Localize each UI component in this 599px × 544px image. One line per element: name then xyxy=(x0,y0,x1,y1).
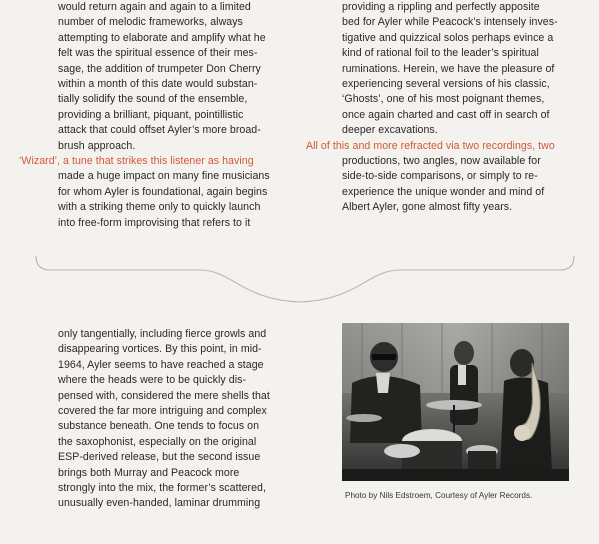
text-line: sage, the addition of trumpeter Don Cherry xyxy=(58,62,261,75)
text-line: side-to-side comparisons, or simply to re- xyxy=(342,170,538,183)
text-line: bed for Ayler while Peacock’s intensely inves- xyxy=(342,16,558,29)
text-line: pensed with, considered the mere shells that xyxy=(58,389,270,402)
text-line: 1964, Ayler seems to have reached a stage xyxy=(58,358,264,371)
text-line: Albert Ayler, gone almost fifty years. xyxy=(342,201,513,214)
text-line: ESP-derived release, but the second issue xyxy=(58,451,261,464)
text-line: number of melodic frameworks, always xyxy=(58,16,243,29)
pull-quote-line: ‘Wizard’, a tune that strikes this listener as having xyxy=(19,155,254,168)
band-photo xyxy=(342,323,569,481)
text-line: into free-form improvising that refers to it xyxy=(58,216,251,229)
text-line: disappearing vortices. By this point, in mid- xyxy=(58,343,262,356)
text-line: would return again and again to a limited xyxy=(58,1,251,13)
text-line: where the heads were to be quickly dis- xyxy=(58,374,247,387)
text-column-bottom-left xyxy=(58,327,270,512)
text-line: substance beneath. One tends to focus on xyxy=(58,420,260,433)
text-line: brush approach. xyxy=(58,139,136,152)
photo-caption: Photo by Nils Edstroem, Courtesy of Ayler Records. xyxy=(345,491,533,500)
text-line: brings both Murray and Peacock more xyxy=(58,466,240,479)
text-line: within a month of this date would substan- xyxy=(58,78,258,91)
text-line: tigative and quizzical solos perhaps evince a xyxy=(342,31,554,44)
text-line: only tangentially, including fierce growls and xyxy=(58,328,267,340)
text-line: attempting to elaborate and amplify what he xyxy=(58,31,266,44)
text-line: attack that could offset Ayler’s more broad- xyxy=(58,124,261,137)
text-line: tially solidify the sound of the ensemble, xyxy=(58,93,248,106)
pull-quote-line: All of this and more refracted via two recordings, two xyxy=(306,139,555,152)
text-line: with a striking theme only to quickly launch xyxy=(58,201,261,214)
band-photo-illustration xyxy=(342,323,569,481)
text-line: productions, two angles, now available for xyxy=(342,155,541,168)
text-line: for whom Ayler is foundational, again begins xyxy=(58,185,268,198)
text-line: covered the far more intriguing and complex xyxy=(58,405,267,418)
text-line: strongly into the mix, the former’s scattered, xyxy=(58,482,266,495)
text-line: deeper excavations. xyxy=(342,124,438,137)
text-line: unusually even-handed, laminar drumming xyxy=(58,497,261,510)
text-line: felt was the spiritual essence of their mes- xyxy=(58,47,258,60)
text-line: ‘Ghosts’, one of his most poignant themes, xyxy=(342,93,545,106)
text-line: made a huge impact on many fine musicians xyxy=(58,170,270,183)
text-line: providing a brilliant, piquant, pointillistic xyxy=(58,108,244,121)
text-line: the saxophonist, especially on the original xyxy=(58,435,257,448)
text-line: providing a rippling and perfectly apposite xyxy=(342,1,540,13)
text-line: experiencing several versions of his classic, xyxy=(342,78,550,91)
text-line: kind of rational foil to the leader’s spiritual xyxy=(342,47,539,60)
text-line: once again charted and cast off in search of xyxy=(342,108,550,121)
text-line: ruminations. Herein, we have the pleasure of xyxy=(342,62,555,75)
text-line: experience the unique wonder and mind of xyxy=(342,185,545,198)
